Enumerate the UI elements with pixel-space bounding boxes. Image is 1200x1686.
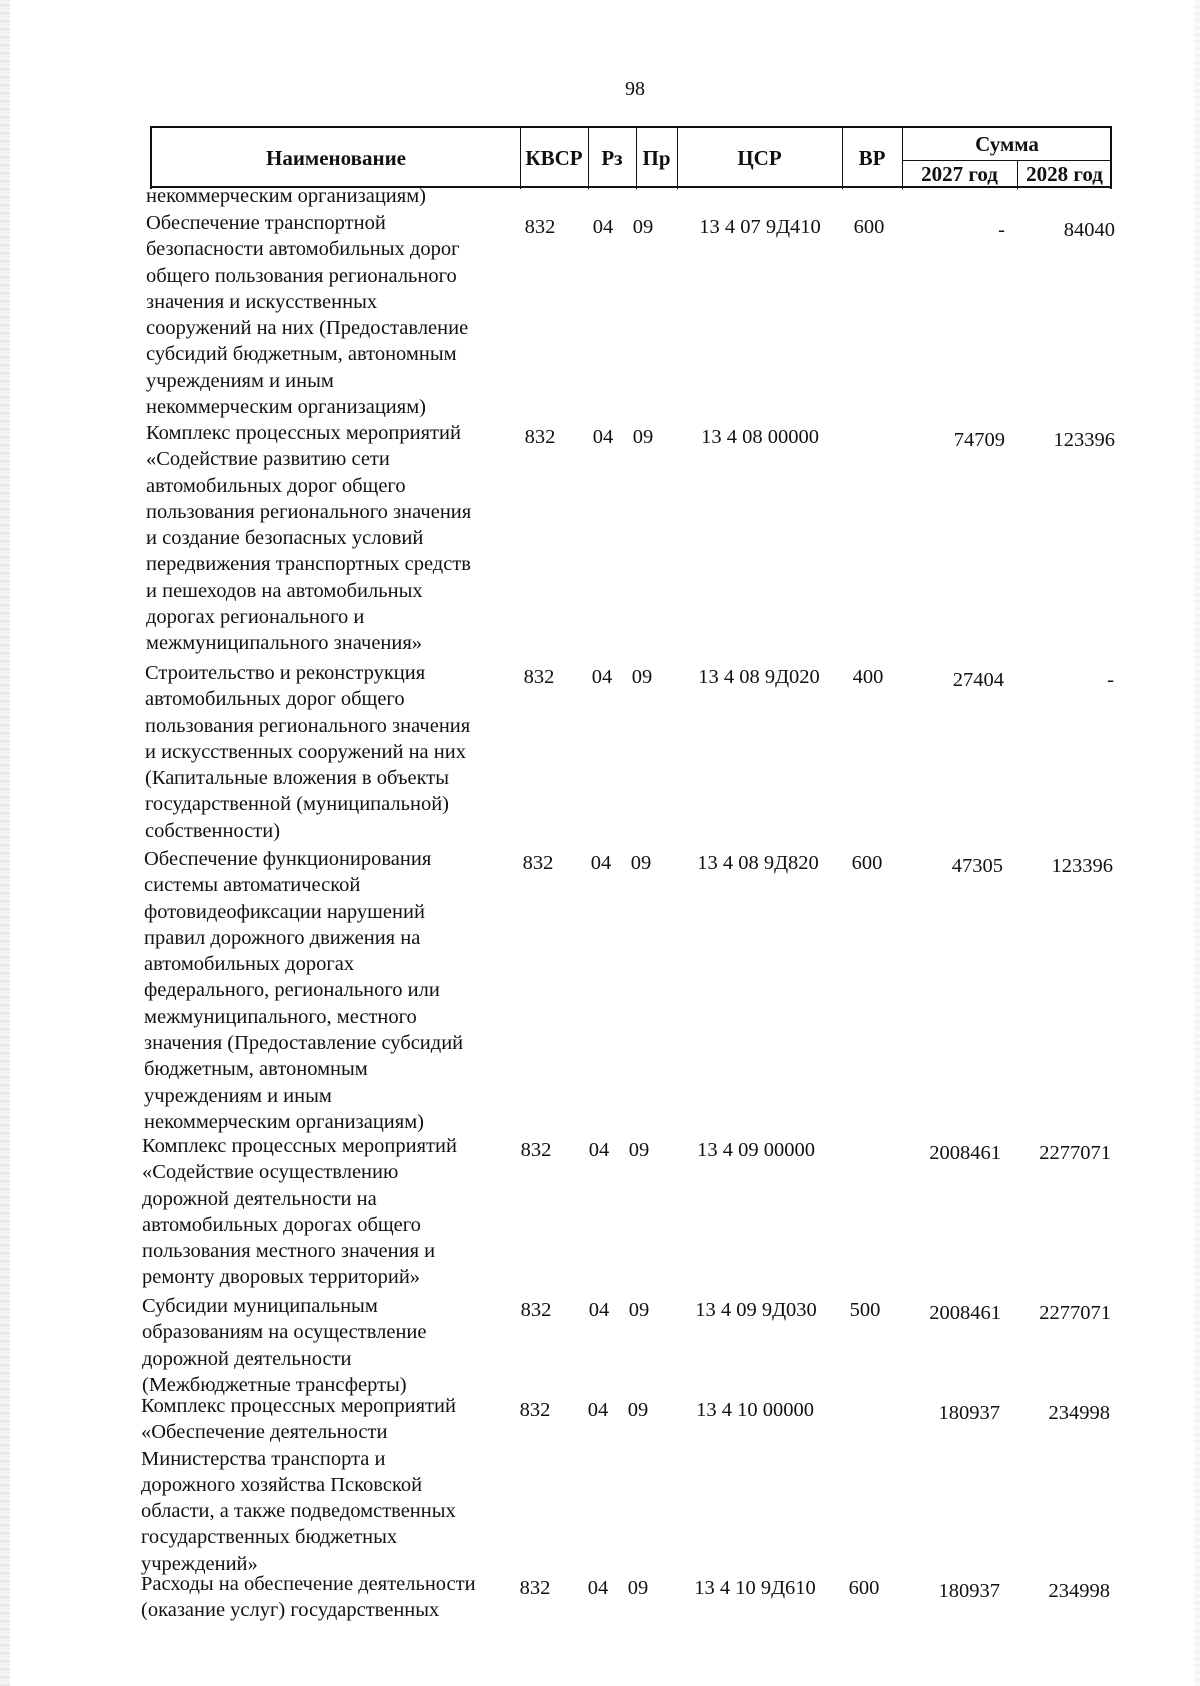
row-name: Комплекс процессных мероприятий «Содействие развитию сети автомобильных дорог общего пользования регионального значения и создание безопасных условий передвижения транспортных средств и пешеходов на автомобильных дорогах регионального и межмуниципального значения» xyxy=(146,422,472,655)
row-rz: 04 xyxy=(587,1399,609,1421)
row-kvsr: 832 xyxy=(524,426,556,448)
row-rz: 04 xyxy=(591,666,613,688)
row-kvsr: 832 xyxy=(520,1299,552,1321)
row-rz: 04 xyxy=(588,1139,610,1161)
header-kvsr: КВСР xyxy=(525,146,583,170)
row-sum-2028: 2277071 xyxy=(1039,1302,1111,1324)
header-csr: ЦСР xyxy=(737,146,782,170)
row-sum-2027: 74709 xyxy=(953,429,1005,451)
table-header xyxy=(150,126,1112,189)
header-pr: Пр xyxy=(642,146,671,170)
row-pr: 09 xyxy=(628,1299,650,1321)
header-year-2028: 2028 год xyxy=(1026,162,1103,186)
row-csr: 13 4 10 00000 xyxy=(696,1399,814,1421)
row-sum-2027: 27404 xyxy=(952,669,1004,691)
row-sum-2027: 180937 xyxy=(938,1580,1000,1602)
row-pr: 09 xyxy=(630,852,652,874)
row-pr: 09 xyxy=(627,1577,649,1599)
row-sum-2027: 180937 xyxy=(938,1402,1000,1424)
scan-edge-right xyxy=(1194,0,1200,1686)
row-kvsr: 832 xyxy=(519,1577,551,1599)
row-pr: 09 xyxy=(628,1139,650,1161)
row-rz: 04 xyxy=(592,426,614,448)
scan-edge-left xyxy=(0,0,10,1686)
row-sum-2028: - xyxy=(1107,669,1114,691)
row-csr: 13 4 09 9Д030 xyxy=(695,1299,817,1321)
row-csr: 13 4 07 9Д410 xyxy=(699,216,821,238)
row-name: Расходы на обеспечение деятельности (оказание услуг) государственных xyxy=(141,1573,476,1622)
row-pr: 09 xyxy=(631,666,653,688)
row-pr: 09 xyxy=(627,1399,649,1421)
row-sum-2028: 234998 xyxy=(1048,1402,1110,1424)
row-name: Строительство и реконструкция автомобильных дорог общего пользования регионального значения и искусственных сооружений на них (Капитальные вложения в объекты государственной (муниципальной) собственности) xyxy=(145,662,471,842)
row-csr: 13 4 09 00000 xyxy=(697,1139,815,1161)
row-pr: 09 xyxy=(632,216,654,238)
row-sum-2028: 123396 xyxy=(1051,855,1113,877)
header-name: Наименование xyxy=(266,146,406,170)
row-sum-2028: 84040 xyxy=(1063,219,1115,241)
row-pr: 09 xyxy=(632,426,654,448)
row-name: Обеспечение транспортной безопасности автомобильных дорог общего пользования регионального значения и искусственных сооружений на них (Предоставление субсидий бюджетным, автономным учреждениям и иным некоммерческим организациям) xyxy=(146,212,469,419)
row-csr: 13 4 10 9Д610 xyxy=(694,1577,816,1599)
row-kvsr: 832 xyxy=(522,852,554,874)
row-vr: 400 xyxy=(852,666,884,688)
row-vr: 600 xyxy=(853,216,885,238)
row-rz: 04 xyxy=(592,216,614,238)
row-name: Субсидии муниципальным образованиям на осуществление дорожной деятельности (Межбюджетные трансферты) xyxy=(142,1295,427,1396)
row-sum-2028: 234998 xyxy=(1048,1580,1110,1602)
row-rz: 04 xyxy=(590,852,612,874)
row-sum-2027: - xyxy=(998,219,1005,241)
row-rz: 04 xyxy=(587,1577,609,1599)
row-name: Комплекс процессных мероприятий «Содействие осуществлению дорожной деятельности на автомобильных дорогах общего пользования местного значения и ремонту дворовых территорий» xyxy=(142,1135,457,1289)
row-kvsr: 832 xyxy=(524,216,556,238)
row-rz: 04 xyxy=(588,1299,610,1321)
row-sum-2027: 2008461 xyxy=(929,1302,1001,1324)
row-kvsr: 832 xyxy=(520,1139,552,1161)
row-kvsr: 832 xyxy=(519,1399,551,1421)
header-sum: Сумма xyxy=(975,131,1039,156)
header-rz: Рз xyxy=(601,146,623,170)
page-number: 98 xyxy=(625,78,645,100)
row-name: Обеспечение функционирования системы автоматической фотовидеофиксации нарушений правил дорожного движения на автомобильных дорогах федерального, регионального или межмуниципального, местного значения (Предоставление субсидий бюджетным, автономным учреждениям и иным некоммерческим организациям) xyxy=(144,848,464,1133)
row-name: Комплекс процессных мероприятий «Обеспечение деятельности Министерства транспорта и дорожного хозяйства Псковской области, а также подведомственных государственных бюджетных учреждений» xyxy=(141,1395,456,1575)
row-csr: 13 4 08 00000 xyxy=(701,426,819,448)
row-sum-2028: 123396 xyxy=(1053,429,1115,451)
row-kvsr: 832 xyxy=(523,666,555,688)
row-sum-2027: 2008461 xyxy=(929,1142,1001,1164)
row-sum-2028: 2277071 xyxy=(1039,1142,1111,1164)
row-vr: 600 xyxy=(848,1577,880,1599)
header-year-2027: 2027 год xyxy=(921,162,998,186)
row-vr: 600 xyxy=(851,852,883,874)
header-vr: ВР xyxy=(858,146,886,170)
row-sum-2027: 47305 xyxy=(951,855,1003,877)
row-name: некоммерческим организациям) xyxy=(146,185,426,207)
row-csr: 13 4 08 9Д020 xyxy=(698,666,820,688)
row-csr: 13 4 08 9Д820 xyxy=(697,852,819,874)
row-vr: 500 xyxy=(849,1299,881,1321)
